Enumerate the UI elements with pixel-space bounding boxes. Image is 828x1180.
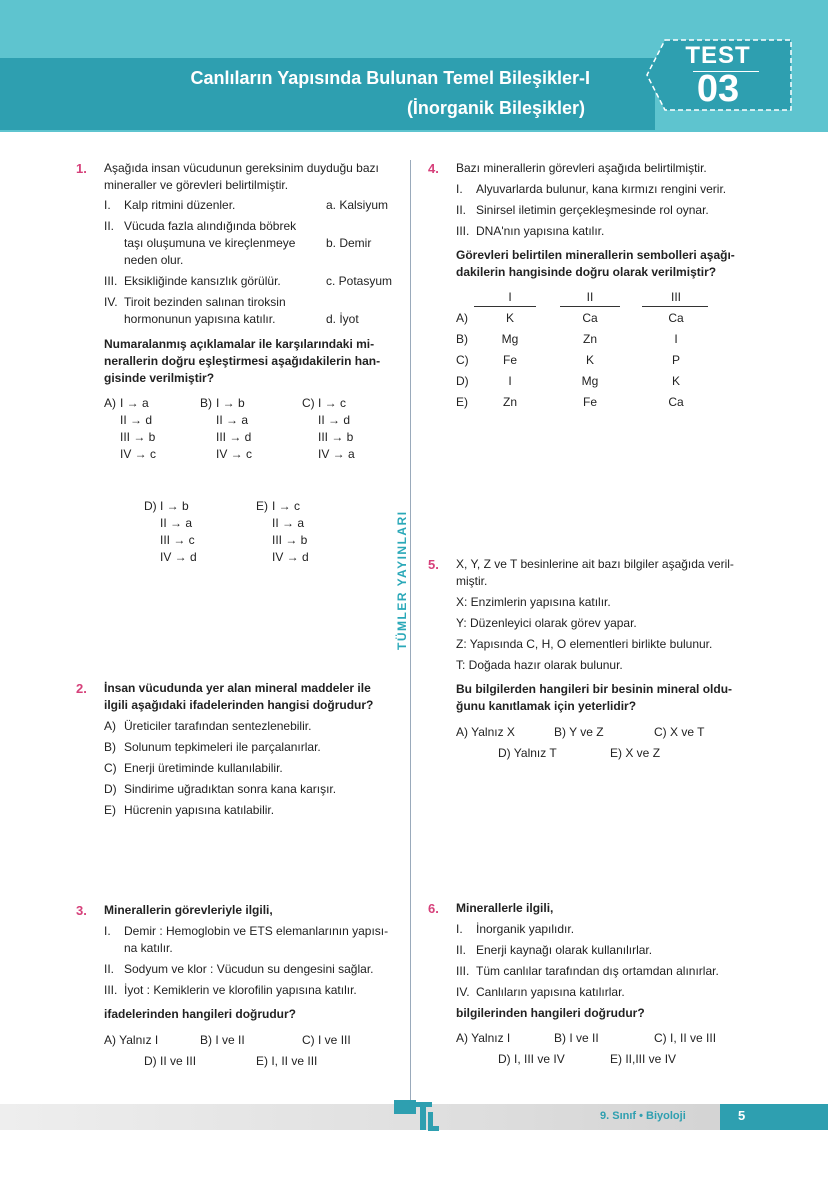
option-line: IV → c — [120, 447, 157, 461]
item-text: Enerji kaynağı olarak kullanılırlar. — [476, 943, 653, 957]
publisher-logo — [392, 1098, 440, 1134]
option-e[interactable] — [104, 802, 275, 819]
option-line: III → b — [272, 533, 308, 547]
option-line: IV → a — [318, 447, 355, 461]
option-label: B) — [456, 332, 468, 346]
item-text: Tiroit bezinden salınan tiroksin — [124, 295, 286, 309]
table-cell: Mg — [501, 332, 519, 346]
item-text: T: Doğada hazır olarak bulunur. — [456, 658, 623, 672]
option-label: D) — [498, 1052, 511, 1066]
option-label: A) — [456, 725, 468, 739]
table-cell: Ca — [668, 311, 684, 325]
option-label: C) — [456, 353, 469, 367]
option-label: B) — [200, 396, 212, 410]
page-number: 5 — [738, 1108, 746, 1123]
option-text: Sindirime uğradıktan sonra kana karışır. — [124, 782, 337, 796]
item-number: II. — [104, 962, 115, 976]
option-line: II → a — [160, 516, 193, 530]
option-label: B) — [200, 1033, 212, 1047]
option-label: C) — [654, 1031, 667, 1045]
item-text: Alyuvarlarda bulunur, kana kırmızı rengini verir. — [476, 182, 727, 196]
item-text: Demir : Hemoglobin ve ETS elemanlarının yapısı- — [124, 924, 389, 938]
question-number: 1. — [76, 161, 87, 176]
table-cell: Zn — [502, 395, 517, 409]
table-row[interactable] — [456, 352, 756, 369]
item-text: Vücuda fazla alındığında böbrek — [124, 219, 297, 233]
question-number: 2. — [76, 681, 87, 696]
option-line: I → a — [120, 396, 149, 410]
option-text: I, II ve III — [670, 1031, 717, 1045]
item-text: Sodyum ve klor : Vücudun su dengesini sağlar. — [124, 962, 374, 976]
option-line: II → a — [272, 516, 305, 530]
option-line: I → c — [272, 499, 301, 513]
table-cell: K — [505, 311, 514, 325]
option-label: B) — [554, 725, 566, 739]
option-d[interactable] — [104, 781, 337, 798]
footer-subject: 9. Sınıf • Biyoloji — [600, 1110, 686, 1122]
side-brand: TÜMLER YAYINLARI — [395, 510, 409, 650]
test-label: TEST — [685, 42, 751, 69]
item-number: III. — [456, 224, 470, 238]
option-c[interactable] — [654, 724, 704, 741]
page-title: Canlıların Yapısında Bulunan Temel Bileşikler-I — [190, 68, 590, 88]
question-intro: Minerallerle ilgili, — [456, 901, 554, 915]
option-label: D) — [498, 746, 511, 760]
option-a[interactable] — [104, 1032, 158, 1049]
question-stem: ifadelerinden hangileri doğrudur? — [104, 1007, 297, 1021]
table-header: I — [508, 290, 512, 304]
option-text: X ve Z — [625, 746, 661, 760]
option-label: E) — [610, 746, 622, 760]
option-label: C) — [654, 725, 667, 739]
table-header-rule — [642, 306, 708, 307]
option-text: Yalnız I — [119, 1033, 159, 1047]
question-stem: Bu bilgilerden hangileri bir besinin mineral oldu- — [456, 682, 733, 696]
option-e[interactable] — [610, 1051, 676, 1068]
question-intro: mineraller ve görevleri belirtilmiştir. — [104, 178, 289, 192]
item-text: Canlıların yapısına katılırlar. — [476, 985, 625, 999]
question-number: 4. — [428, 161, 439, 176]
option-c[interactable] — [302, 395, 355, 461]
option-label: A) — [104, 396, 116, 410]
table-header: III — [670, 290, 681, 304]
option-label: D) — [104, 782, 117, 796]
item-number: II. — [104, 219, 115, 233]
option-line: III → c — [160, 533, 195, 547]
option-line: IV → d — [160, 550, 197, 564]
option-b[interactable] — [200, 395, 253, 461]
option-text: Hücrenin yapısına katılabilir. — [124, 803, 275, 817]
question-stem: bilgilerinden hangileri doğrudur? — [456, 1006, 645, 1020]
option-c[interactable] — [654, 1030, 716, 1047]
option-label: B) — [554, 1031, 566, 1045]
logo-icon — [392, 1098, 440, 1134]
option-line: II → d — [120, 413, 153, 427]
option-label: A) — [456, 311, 468, 325]
question-number: 5. — [428, 557, 439, 572]
option-text: Yalnız X — [471, 725, 515, 739]
option-text: Enerji üretiminde kullanılabilir. — [124, 761, 283, 775]
question-intro: X, Y, Z ve T besinlerine ait bazı bilgiler aşağıda veril- — [456, 557, 734, 571]
test-badge — [643, 38, 793, 112]
option-label: C) — [302, 396, 315, 410]
question-stem: dakilerin hangisinde doğru olarak verilmiştir? — [456, 265, 717, 279]
match-item: c. Potasyum — [326, 274, 393, 288]
item-number: III. — [104, 274, 118, 288]
test-number: 03 — [696, 68, 740, 110]
item-number: I. — [104, 198, 111, 212]
item-text: na katılır. — [124, 941, 173, 955]
option-line: IV → c — [216, 447, 253, 461]
option-e[interactable] — [256, 1053, 317, 1070]
option-d[interactable] — [498, 745, 557, 762]
option-line: I → c — [318, 396, 347, 410]
option-c[interactable] — [302, 1032, 351, 1049]
table-cell: P — [671, 353, 680, 367]
question-number: 6. — [428, 901, 439, 916]
item-number: I. — [456, 182, 463, 196]
option-text: II ve III — [160, 1054, 197, 1068]
table-row[interactable] — [456, 331, 756, 348]
option-text: I ve II — [215, 1033, 245, 1047]
item-text: Y: Düzenleyici olarak görev yapar. — [456, 616, 637, 630]
question-stem: gisinde verilmiştir? — [104, 371, 215, 385]
option-text: II,III ve IV — [625, 1052, 677, 1066]
option-e[interactable] — [256, 498, 309, 564]
item-number: II. — [456, 203, 467, 217]
item-text: Tüm canlılar tarafından dış ortamdan alınırlar. — [476, 964, 719, 978]
table-cell: Fe — [582, 395, 597, 409]
question-number: 3. — [76, 903, 87, 918]
match-item: d. İyot — [326, 312, 359, 326]
option-label: E) — [610, 1052, 622, 1066]
table-cell: Mg — [581, 374, 599, 388]
item-number: III. — [104, 983, 118, 997]
option-text: X ve T — [670, 725, 705, 739]
option-line: III → d — [216, 430, 252, 444]
option-b[interactable] — [104, 739, 321, 756]
item-text: taşı oluşumuna ve kireçlenmeye — [124, 236, 296, 250]
table-cell: Fe — [502, 353, 517, 367]
item-text: Sinirsel iletimin gerçekleşmesinde rol oynar. — [476, 203, 709, 217]
item-number: IV. — [456, 985, 470, 999]
option-text: I, III ve IV — [514, 1052, 565, 1066]
table-cell: K — [585, 353, 594, 367]
question-intro: Minerallerin görevleriyle ilgili, — [104, 903, 273, 917]
item-number: IV. — [104, 295, 118, 309]
table-row[interactable] — [456, 310, 756, 327]
table-header: II — [586, 290, 594, 304]
option-d[interactable] — [144, 498, 197, 564]
option-line: I → b — [216, 396, 245, 410]
option-label: E) — [104, 803, 116, 817]
item-text: hormonunun yapısına katılır. — [124, 312, 276, 326]
item-text: DNA'nın yapısına katılır. — [476, 224, 605, 238]
option-text: Yalnız T — [513, 746, 557, 760]
item-text: İyot : Kemiklerin ve klorofilin yapısına katılır. — [124, 983, 357, 997]
option-b[interactable] — [200, 1032, 245, 1049]
item-text: Eksikliğinde kansızlık görülür. — [124, 274, 281, 288]
item-text: İnorganik yapılıdır. — [476, 922, 575, 936]
option-c[interactable] — [104, 760, 283, 777]
option-b[interactable] — [554, 1030, 599, 1047]
option-label: C) — [104, 761, 117, 775]
option-line: III → b — [120, 430, 156, 444]
item-number: I. — [104, 924, 111, 938]
item-number: I. — [456, 922, 463, 936]
option-label: A) — [104, 719, 116, 733]
option-label: D) — [144, 1054, 157, 1068]
table-cell: K — [671, 374, 680, 388]
question-intro: Bazı minerallerin görevleri aşağıda belirtilmiştir. — [456, 161, 707, 175]
option-d[interactable] — [498, 1051, 565, 1068]
option-line: I → b — [160, 499, 189, 513]
item-text: Kalp ritmini düzenler. — [124, 198, 236, 212]
option-a[interactable] — [456, 724, 515, 741]
item-number: III. — [456, 964, 470, 978]
option-label: D) — [144, 499, 157, 513]
question-stem: ilgili aşağıdaki ifadelerinden hangisi doğrudur? — [104, 698, 374, 712]
option-a[interactable] — [104, 718, 312, 735]
option-label: E) — [256, 499, 268, 513]
option-line: IV → d — [272, 550, 309, 564]
option-label: A) — [104, 1033, 116, 1047]
table-cell: I — [674, 332, 678, 346]
table-cell: I — [508, 374, 512, 388]
option-label: C) — [302, 1033, 315, 1047]
option-b[interactable] — [554, 724, 604, 741]
item-text: X: Enzimlerin yapısına katılır. — [456, 595, 611, 609]
option-label: B) — [104, 740, 116, 754]
question-stem: Numaralanmış açıklamalar ile karşılarındaki mi- — [104, 337, 375, 351]
option-text: Üreticiler tarafından sentezlenebilir. — [124, 719, 312, 733]
question-stem: ğunu kanıtlamak için yeterlidir? — [456, 699, 637, 713]
option-label: E) — [456, 395, 468, 409]
item-text: Z: Yapısında C, H, O elementleri birlikte bulunur. — [456, 637, 713, 651]
table-cell: Zn — [582, 332, 597, 346]
table-cell: Ca — [582, 311, 598, 325]
option-label: D) — [456, 374, 469, 388]
item-number: II. — [456, 943, 467, 957]
match-item: b. Demir — [326, 236, 372, 250]
item-text: neden olur. — [124, 253, 184, 267]
question-intro: miştir. — [456, 574, 488, 588]
page-subtitle: (İnorganik Bileşikler) — [406, 98, 585, 118]
match-item: a. Kalsiyum — [326, 198, 389, 212]
option-line: II → d — [318, 413, 351, 427]
option-text: Solunum tepkimeleri ile parçalanırlar. — [124, 740, 321, 754]
option-text: Y ve Z — [569, 725, 604, 739]
option-e[interactable] — [610, 745, 660, 762]
option-d[interactable] — [144, 1053, 196, 1070]
table-header-rule — [560, 306, 620, 307]
question-stem: nerallerin doğru eşleştirmesi aşağıdakilerin han- — [104, 354, 381, 368]
table-row[interactable] — [456, 373, 756, 390]
table-header-rule — [474, 306, 536, 307]
option-text: Yalnız I — [471, 1031, 511, 1045]
option-a[interactable] — [104, 395, 157, 461]
table-cell: Ca — [668, 395, 684, 409]
option-text: I ve II — [569, 1031, 599, 1045]
table-row[interactable] — [456, 394, 756, 411]
option-a[interactable] — [456, 1030, 510, 1047]
option-text: I ve III — [318, 1033, 351, 1047]
option-label: A) — [456, 1031, 468, 1045]
question-stem: İnsan vücudunda yer alan mineral maddeler ile — [104, 681, 371, 695]
footer-page-tab — [720, 1104, 828, 1130]
question-stem: Görevleri belirtilen minerallerin sembolleri aşağı- — [456, 248, 735, 262]
option-line: III → b — [318, 430, 354, 444]
option-text: I, II ve III — [271, 1054, 318, 1068]
option-line: II → a — [216, 413, 249, 427]
column-divider — [410, 160, 411, 1100]
question-intro: Aşağıda insan vücudunun gereksinim duyduğu bazı — [104, 161, 379, 175]
option-label: E) — [256, 1054, 268, 1068]
